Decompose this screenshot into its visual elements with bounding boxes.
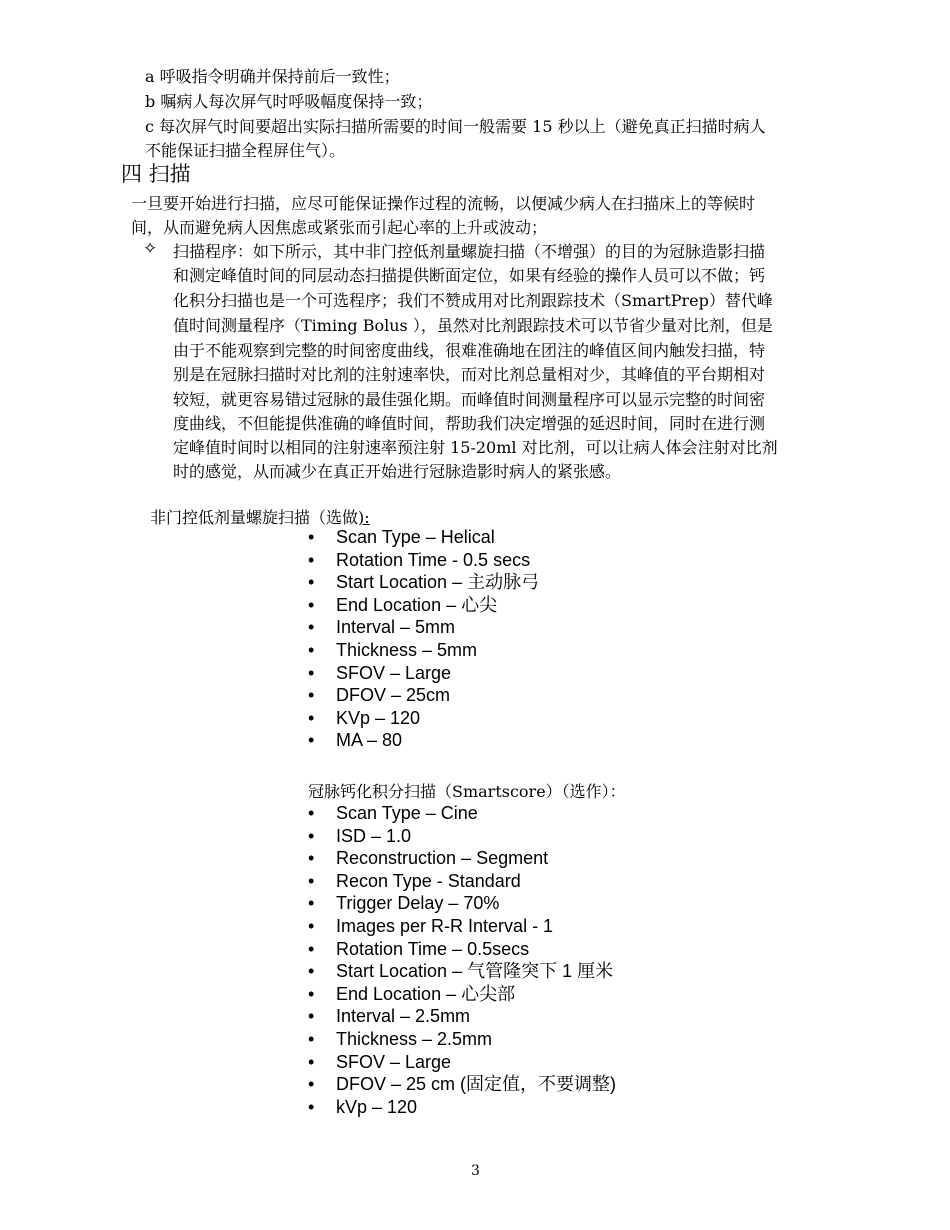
- procedure-line-6: 别是在冠脉扫描时对比剂的注射速率快，而对比剂总量相对少，其峰值的平台期相对: [173, 365, 766, 384]
- smartscore-params-list: [308, 802, 616, 1118]
- procedure-line-10: 时的感觉，从而减少在真正开始进行冠脉造影时病人的紧张感。: [173, 462, 622, 481]
- helical-scan-title-suffix: ):: [358, 508, 370, 527]
- list-item: • End Location – 心尖部: [308, 983, 616, 1006]
- list-item: • ISD – 1.0: [308, 825, 616, 848]
- list-item: • Rotation Time - 0.5 secs: [308, 549, 539, 572]
- intro-item-b: b 嘱病人每次屏气时呼吸幅度保持一致；: [145, 92, 433, 111]
- list-item: • Interval – 5mm: [308, 616, 539, 639]
- list-item: • Interval – 2.5mm: [308, 1005, 616, 1028]
- procedure-line-3: 化积分扫描也是一个可选程序；我们不赞成用对比剂跟踪技术（SmartPrep）替代峰: [173, 291, 773, 310]
- intro-item-c: c 每次屏气时间要超出实际扫描所需要的时间一般需要 15 秒以上（避免真正扫描时病人: [145, 117, 766, 136]
- helical-params-list: [308, 526, 539, 752]
- section-intro-line-1: 一旦要开始进行扫描，应尽可能保证操作过程的流畅，以便减少病人在扫描床上的等候时: [131, 194, 756, 213]
- list-item: • KVp – 120: [308, 707, 539, 730]
- list-item: • SFOV – Large: [308, 1051, 616, 1074]
- list-item: • Thickness – 2.5mm: [308, 1028, 616, 1051]
- section-intro-line-2: 间，从而避免病人因焦虑或紧张而引起心率的上升或波动；: [131, 218, 548, 237]
- list-item: • Scan Type – Cine: [308, 802, 616, 825]
- procedure-line-9: 定峰值时间时以相同的注射速率预注射 15-20ml 对比剂，可以让病人体会注射对比剂: [173, 438, 778, 457]
- list-item: • Rotation Time – 0.5secs: [308, 938, 616, 961]
- procedure-line-8: 度曲线，不但能提供准确的峰值时间，帮助我们决定增强的延迟时间，同时在进行测: [173, 414, 766, 433]
- intro-item-c-continued: 不能保证扫描全程屏住气）。: [145, 141, 346, 160]
- list-item: • End Location – 心尖: [308, 594, 539, 617]
- diamond-bullet-icon: ✧: [143, 239, 158, 259]
- procedure-line-7: 较短，就更容易错过冠脉的最佳强化期。而峰值时间测量程序可以显示完整的时间密: [173, 390, 766, 409]
- helical-scan-title: [150, 505, 370, 528]
- list-item: • Thickness – 5mm: [308, 639, 539, 662]
- list-item: • Images per R-R Interval - 1: [308, 915, 616, 938]
- list-item: • Start Location – 气管隆突下 1 厘米: [308, 960, 616, 983]
- list-item: • DFOV – 25 cm (固定值，不要调整): [308, 1073, 616, 1096]
- procedure-line-4: 值时间测量程序（Timing Bolus ），虽然对比剂跟踪技术可以节省少量对比剂，但是: [173, 316, 773, 335]
- list-item: • kVp – 120: [308, 1096, 616, 1119]
- procedure-line-5: 由于不能观察到完整的时间密度曲线，很难准确地在团注的峰值区间内触发扫描，特: [173, 341, 766, 360]
- list-item: • MA – 80: [308, 729, 539, 752]
- section-heading: 四 扫描: [121, 162, 191, 186]
- intro-item-a: a 呼吸指令明确并保持前后一致性；: [145, 67, 400, 86]
- list-item: • SFOV – Large: [308, 662, 539, 685]
- smartscore-scan-title: 冠脉钙化积分扫描（Smartscore）（选作）：: [308, 782, 626, 801]
- list-item: • DFOV – 25cm: [308, 684, 539, 707]
- procedure-line-1: 扫描程序：如下所示，其中非门控低剂量螺旋扫描（不增强）的目的为冠脉造影扫描: [173, 242, 766, 261]
- procedure-line-2: 和测定峰值时间的同层动态扫描提供断面定位，如果有经验的操作人员可以不做；钙: [173, 266, 766, 285]
- list-item: • Start Location – 主动脉弓: [308, 571, 539, 594]
- list-item: • Recon Type - Standard: [308, 870, 616, 893]
- list-item: • Trigger Delay – 70%: [308, 892, 616, 915]
- helical-scan-title-text: 非门控低剂量螺旋扫描（选做: [150, 508, 359, 527]
- list-item: • Reconstruction – Segment: [308, 847, 616, 870]
- list-item: • Scan Type – Helical: [308, 526, 539, 549]
- page-number: 3: [471, 1163, 480, 1179]
